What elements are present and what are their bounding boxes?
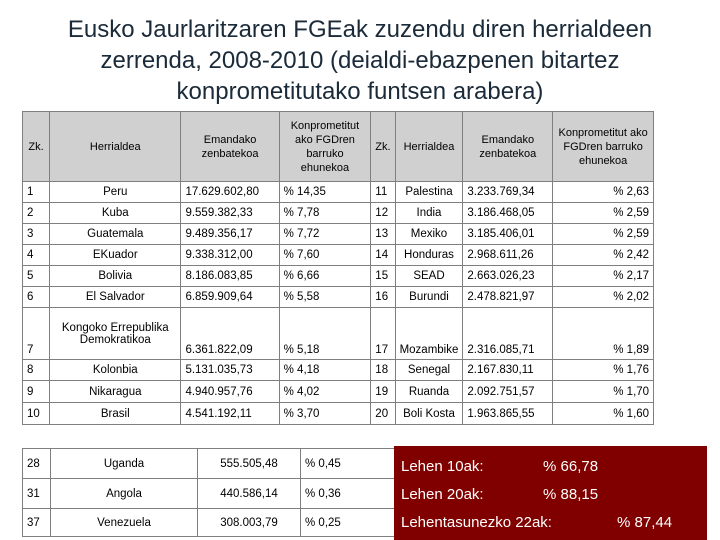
- rank-cell: 17: [371, 308, 395, 360]
- percent-cell: % 14,35: [279, 182, 371, 203]
- rank-cell: 19: [371, 381, 395, 403]
- amount-cell: 4.940.957,76: [181, 381, 279, 403]
- country-cell: Senegal: [395, 360, 463, 381]
- table-row: [23, 182, 720, 203]
- rank-cell: 3: [23, 224, 50, 245]
- rank-cell: 4: [23, 245, 50, 266]
- header-country: Herrialdea: [50, 112, 181, 182]
- rank-cell: 6: [23, 287, 50, 308]
- table-row: [23, 308, 720, 360]
- percent-cell: % 2,59: [553, 203, 654, 224]
- table-row: [23, 479, 397, 509]
- percent-cell: % 2,59: [553, 224, 654, 245]
- header-zk: Zk.: [23, 112, 50, 182]
- header-zk: Zk.: [371, 112, 395, 182]
- table-row: [23, 381, 720, 403]
- rank-cell: 15: [371, 266, 395, 287]
- rank-cell: 16: [371, 287, 395, 308]
- amount-cell: 3.233.769,34: [463, 182, 553, 203]
- amount-cell: 2.092.751,57: [463, 381, 553, 403]
- amount-cell: 9.559.382,33: [181, 203, 279, 224]
- table-row: [23, 449, 397, 479]
- percent-cell: % 0,36: [301, 479, 397, 509]
- amount-cell: 9.489.356,17: [181, 224, 279, 245]
- country-cell: Palestina: [395, 182, 463, 203]
- country-cell: Kolonbia: [50, 360, 181, 381]
- amount-cell: 440.586,14: [198, 479, 301, 509]
- additional-countries-table: [22, 448, 397, 537]
- percent-cell: % 2,42: [553, 245, 654, 266]
- country-cell: Angola: [51, 479, 198, 509]
- country-cell: Bolivia: [50, 266, 181, 287]
- country-cell: Kongoko Errepublika Demokratikoa: [50, 308, 181, 360]
- percent-cell: % 6,66: [279, 266, 371, 287]
- table-row: [23, 509, 397, 537]
- rank-cell: 37: [23, 509, 51, 537]
- country-cell: Boli Kosta: [395, 403, 463, 425]
- amount-cell: 4.541.192,11: [181, 403, 279, 425]
- first20-label: Lehen 20ak:: [401, 486, 484, 503]
- amount-cell: 308.003,79: [198, 509, 301, 537]
- percent-cell: % 1,60: [553, 403, 654, 425]
- header-amount: Emandako zenbatekoa: [463, 112, 553, 182]
- amount-cell: 2.663.026,23: [463, 266, 553, 287]
- amount-cell: 3.186.468,05: [463, 203, 553, 224]
- percent-cell: % 0,45: [301, 449, 397, 479]
- summary-box: [394, 446, 707, 540]
- first20-value: % 88,15: [543, 486, 599, 503]
- table-row: [23, 224, 720, 245]
- percent-cell: % 0,25: [301, 509, 397, 537]
- priority-value: % 87,44: [617, 514, 673, 531]
- percent-cell: % 2,17: [553, 266, 654, 287]
- amount-cell: 17.629.602,80: [181, 182, 279, 203]
- country-cell: Guatemala: [50, 224, 181, 245]
- first10-value: % 66,78: [543, 458, 599, 475]
- percent-cell: % 4,02: [279, 381, 371, 403]
- country-cell: SEAD: [395, 266, 463, 287]
- percent-cell: % 1,70: [553, 381, 654, 403]
- rank-cell: 13: [371, 224, 395, 245]
- page-title: Eusko Jaurlaritzaren FGEak zuzendu diren herrialdeen zerrenda, 2008-2010 (deialdi-ebazpenen bitartez konprometitutako funtsen arabera): [67, 16, 653, 105]
- first10-label: Lehen 10ak:: [401, 458, 484, 475]
- percent-cell: % 2,02: [553, 287, 654, 308]
- rank-cell: 2: [23, 203, 50, 224]
- percent-cell: % 1,89: [553, 308, 654, 360]
- rank-cell: 28: [23, 449, 51, 479]
- percent-cell: % 1,76: [553, 360, 654, 381]
- priority-label: Lehentasunezko 22ak:: [401, 514, 552, 531]
- table-row: [23, 360, 720, 381]
- table-row: [23, 203, 720, 224]
- percent-cell: % 5,18: [279, 308, 371, 360]
- country-cell: Uganda: [51, 449, 198, 479]
- rank-cell: 11: [371, 182, 395, 203]
- amount-cell: 9.338.312,00: [181, 245, 279, 266]
- rank-cell: 31: [23, 479, 51, 509]
- country-cell: Mexiko: [395, 224, 463, 245]
- percent-cell: % 2,63: [553, 182, 654, 203]
- country-cell: Brasil: [50, 403, 181, 425]
- country-cell: Kuba: [50, 203, 181, 224]
- table-row: [23, 287, 720, 308]
- percent-cell: % 7,60: [279, 245, 371, 266]
- country-cell: India: [395, 203, 463, 224]
- amount-cell: 6.859.909,64: [181, 287, 279, 308]
- country-cell: EKuador: [50, 245, 181, 266]
- header-country: Herrialdea: [395, 112, 463, 182]
- percent-cell: % 3,70: [279, 403, 371, 425]
- table-header-row: [23, 112, 720, 182]
- percent-cell: % 4,18: [279, 360, 371, 381]
- country-cell: Burundi: [395, 287, 463, 308]
- rank-cell: 20: [371, 403, 395, 425]
- rank-cell: 1: [23, 182, 50, 203]
- rank-cell: 14: [371, 245, 395, 266]
- header-amount: Emandako zenbatekoa: [181, 112, 279, 182]
- rank-cell: 7: [23, 308, 50, 360]
- amount-cell: 1.963.865,55: [463, 403, 553, 425]
- country-cell: Nikaragua: [50, 381, 181, 403]
- country-cell: Venezuela: [51, 509, 198, 537]
- amount-cell: 8.186.083,85: [181, 266, 279, 287]
- header-percent: Konprometitut ako FGDren barruko ehunekoa: [279, 112, 371, 182]
- rank-cell: 9: [23, 381, 50, 403]
- amount-cell: 3.185.406,01: [463, 224, 553, 245]
- country-cell: Ruanda: [395, 381, 463, 403]
- amount-cell: 2.478.821,97: [463, 287, 553, 308]
- country-cell: El Salvador: [50, 287, 181, 308]
- country-cell: Honduras: [395, 245, 463, 266]
- percent-cell: % 5,58: [279, 287, 371, 308]
- table-row: [23, 266, 720, 287]
- rank-cell: 10: [23, 403, 50, 425]
- percent-cell: % 7,72: [279, 224, 371, 245]
- rank-cell: 18: [371, 360, 395, 381]
- rank-cell: 12: [371, 203, 395, 224]
- amount-cell: 6.361.822,09: [181, 308, 279, 360]
- table-row: [23, 403, 720, 425]
- rank-cell: 8: [23, 360, 50, 381]
- countries-table: [22, 111, 720, 425]
- amount-cell: 2.968.611,26: [463, 245, 553, 266]
- rank-cell: 5: [23, 266, 50, 287]
- amount-cell: 5.131.035,73: [181, 360, 279, 381]
- table-row: [23, 245, 720, 266]
- country-cell: Mozambike: [395, 308, 463, 360]
- amount-cell: 2.167.830,11: [463, 360, 553, 381]
- header-percent: Konprometitut ako FGDren barruko ehunekoa: [553, 112, 654, 182]
- country-cell: Peru: [50, 182, 181, 203]
- percent-cell: % 7,78: [279, 203, 371, 224]
- amount-cell: 2.316.085,71: [463, 308, 553, 360]
- amount-cell: 555.505,48: [198, 449, 301, 479]
